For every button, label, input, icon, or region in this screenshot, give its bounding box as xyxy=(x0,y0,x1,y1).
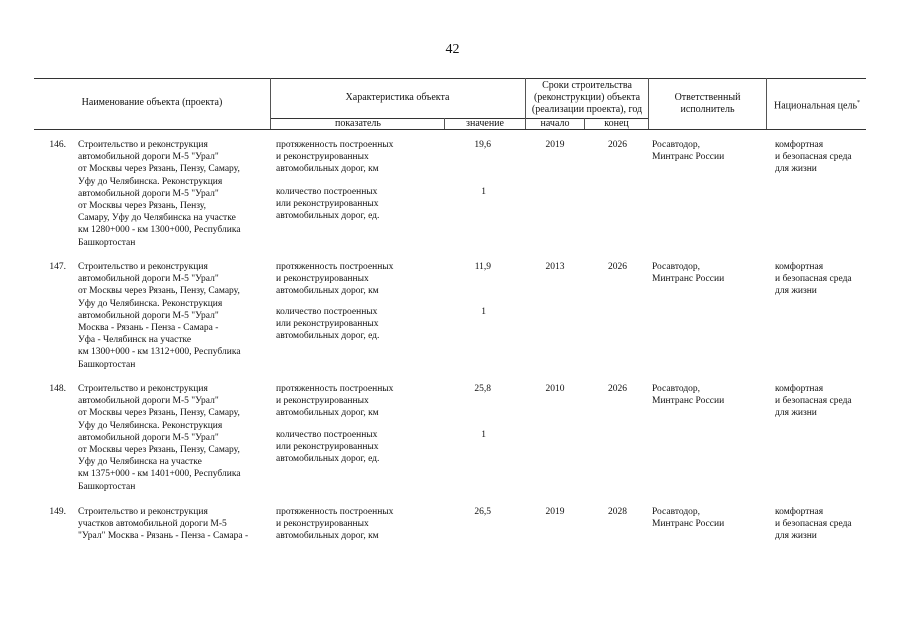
object-name: Строительство и реконструкция участков автомобильной дороги М-5 "Урал" Москва - Рязань - Пенза - Самара - xyxy=(78,507,249,542)
indicator-count: количество построенных или реконструированных автомобильных дорог, ед. xyxy=(276,187,380,222)
responsible: Росавтодор, Минтранс России xyxy=(652,140,725,163)
value-length: 26,5 xyxy=(474,507,491,517)
start-year: 2019 xyxy=(545,140,565,150)
value-length: 19,6 xyxy=(474,140,491,150)
indicator-count: количество построенных или реконструированных автомобильных дорог, ед. xyxy=(276,430,380,465)
national-goal: комфортная и безопасная среда для жизни xyxy=(775,262,852,297)
object-name: Строительство и реконструкция автомобильной дороги М-5 "Урал" от Москвы через Рязань, Пензу, Самару, Уфу до Челябинска. Реконструкция автомобильной дороги М-5 "Урал" Москва - Рязань - Пенза - Самара - Уфа - Челябинск на участке км 1300+000 - км 1312+000, Республика Башкортостан xyxy=(78,262,241,370)
indicator-length: протяженность построенных и реконструированных автомобильных дорог, км xyxy=(276,384,394,419)
row-number: 146. xyxy=(49,140,66,150)
header-responsible: Ответственный исполнитель xyxy=(674,92,741,115)
indicator-length: протяженность построенных и реконструированных автомобильных дорог, км xyxy=(276,507,394,542)
value-count: 1 xyxy=(481,307,486,317)
indicator-count: количество построенных или реконструированных автомобильных дорог, ед. xyxy=(276,307,380,342)
national-goal: комфортная и безопасная среда для жизни xyxy=(775,507,852,542)
header-name: Наименование объекта (проекта) xyxy=(81,97,223,108)
end-year: 2026 xyxy=(608,140,627,150)
responsible: Росавтодор, Минтранс России xyxy=(652,262,725,285)
value-count: 1 xyxy=(481,430,486,440)
row-number: 148. xyxy=(49,384,66,394)
header-indicator: показатель xyxy=(335,118,381,129)
col-divider-5 xyxy=(648,78,649,129)
end-year: 2026 xyxy=(608,384,627,394)
row-number: 147. xyxy=(49,262,66,272)
header-characteristic: Характеристика объекта xyxy=(345,92,450,103)
start-year: 2019 xyxy=(545,507,565,517)
header-timing: Сроки строительства (реконструкции) объекта (реализации проекта), год xyxy=(531,80,643,115)
header-goal: Национальная цель* xyxy=(773,100,861,112)
indicator-length: протяженность построенных и реконструированных автомобильных дорог, км xyxy=(276,140,394,175)
header-value: значение xyxy=(466,118,504,129)
responsible: Росавтодор, Минтранс России xyxy=(652,384,725,407)
indicator-length: протяженность построенных и реконструированных автомобильных дорог, км xyxy=(276,262,394,297)
national-goal: комфортная и безопасная среда для жизни xyxy=(775,384,852,419)
row-number: 149. xyxy=(49,507,66,517)
national-goal: комфортная и безопасная среда для жизни xyxy=(775,140,852,175)
header-start: начало xyxy=(540,118,570,129)
value-length: 25,8 xyxy=(474,384,491,394)
object-name: Строительство и реконструкция автомобильной дороги М-5 "Урал" от Москвы через Рязань, Пензу, Самару, Уфу до Челябинска. Реконструкция автомобильной дороги М-5 "Урал" от Москвы через Рязань, Пензу, Самару, Уфу до Челябинска на участке км 1375+000 - км 1401+000, Республика Башкортостан xyxy=(78,384,241,492)
object-name: Строительство и реконструкция автомобильной дороги М-5 "Урал" от Москвы через Рязань, Пензу, Самару, Уфу до Челябинска. Реконструкция автомобильной дороги М-5 "Урал" от Москвы через Рязань, Пензу, Самару, Уфу до Челябинска на участке км 1280+000 - км 1300+000, Республика Башкортостан xyxy=(78,140,241,248)
start-year: 2013 xyxy=(545,262,565,272)
header-end: конец xyxy=(604,118,629,129)
table-top-rule xyxy=(34,78,866,79)
col-divider-1 xyxy=(270,78,271,129)
responsible: Росавтодор, Минтранс России xyxy=(652,507,725,530)
value-length: 11,9 xyxy=(474,262,491,272)
end-year: 2028 xyxy=(608,507,627,517)
page-number: 42 xyxy=(445,42,460,57)
start-year: 2010 xyxy=(545,384,565,394)
value-count: 1 xyxy=(481,187,486,197)
end-year: 2026 xyxy=(608,262,627,272)
